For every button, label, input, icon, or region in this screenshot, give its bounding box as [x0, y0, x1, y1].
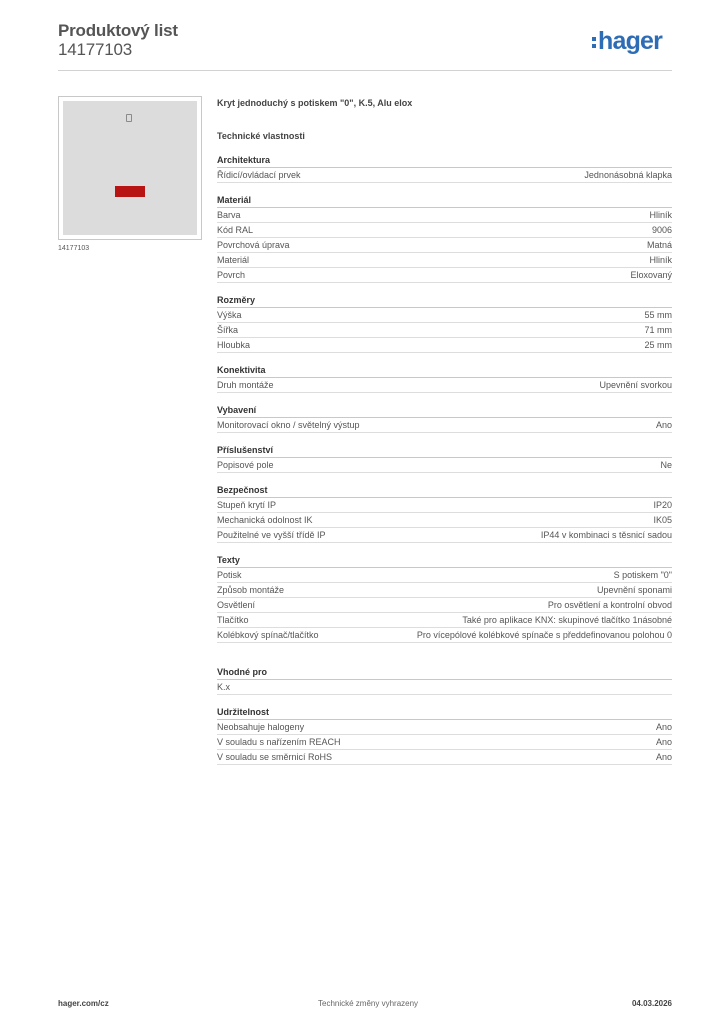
- product-code: 14177103: [58, 40, 133, 59]
- spec-key: Hloubka: [217, 340, 251, 350]
- spec-row: [217, 223, 672, 238]
- spec-value: 9006: [651, 225, 672, 235]
- indicator-window: [115, 186, 145, 197]
- spec-row: [217, 680, 672, 695]
- spec-value: IP20: [653, 500, 672, 510]
- spec-section: [217, 554, 672, 643]
- section-heading: Příslušenství: [217, 444, 672, 458]
- spec-row: [217, 750, 672, 765]
- section-heading: Rozměry: [217, 294, 672, 308]
- spec-row: [217, 208, 672, 223]
- spec-value: Hliník: [649, 255, 672, 265]
- spec-row: [217, 513, 672, 528]
- spec-key: Mechanická odolnost IK: [217, 515, 313, 525]
- section-heading: Vhodné pro: [217, 666, 672, 680]
- spec-key: K.x: [217, 682, 231, 692]
- product-name: Kryt jednoduchý s potiskem "0", K.5, Alu elox: [217, 98, 413, 108]
- spec-key: Kód RAL: [217, 225, 254, 235]
- spec-key: V souladu s nařízením REACH: [217, 737, 341, 747]
- footer-date: 04.03.2026: [631, 999, 672, 1008]
- spec-row: [217, 308, 672, 323]
- spec-row: [217, 498, 672, 513]
- spec-row: [217, 253, 672, 268]
- spec-section: [217, 404, 672, 433]
- spec-value: Upevnění sponami: [596, 585, 672, 595]
- technical-properties-title: Technické vlastnosti: [217, 131, 305, 141]
- spec-key: Povrchová úprava: [217, 240, 290, 250]
- product-image: [58, 96, 202, 240]
- spec-row: [217, 583, 672, 598]
- section-heading: Bezpečnost: [217, 484, 672, 498]
- section-heading: Architektura: [217, 154, 672, 168]
- spec-key: Způsob montáže: [217, 585, 285, 595]
- spec-row: [217, 613, 672, 628]
- spec-key: Šířka: [217, 325, 239, 335]
- spec-value: Jednonásobná klapka: [584, 170, 672, 180]
- page-title: Produktový list: [58, 21, 178, 40]
- spec-value: 25 mm: [644, 340, 672, 350]
- spec-value: IP44 v kombinaci s těsnicí sadou: [540, 530, 672, 540]
- spec-row: [217, 338, 672, 353]
- spec-row: [217, 735, 672, 750]
- hager-logo[interactable]: [592, 28, 662, 54]
- cover-plate: [63, 101, 197, 235]
- spec-row: [217, 598, 672, 613]
- spec-section: [217, 666, 672, 695]
- spec-key: Materiál: [217, 255, 250, 265]
- spec-value: Matná: [646, 240, 672, 250]
- section-heading: Texty: [217, 554, 672, 568]
- logo-text: hager: [598, 27, 663, 55]
- spec-key: Osvětlení: [217, 600, 256, 610]
- spec-content: [217, 96, 672, 765]
- header-divider: [58, 70, 672, 71]
- spec-value: Upevnění svorkou: [599, 380, 672, 390]
- spec-row: [217, 268, 672, 283]
- spec-value: S potiskem "0": [613, 570, 672, 580]
- spec-value: 55 mm: [644, 310, 672, 320]
- spec-key: Povrch: [217, 270, 246, 280]
- spec-key: Stupeň krytí IP: [217, 500, 277, 510]
- spec-row: [217, 458, 672, 473]
- spec-section: [217, 294, 672, 353]
- spec-key: Tlačítko: [217, 615, 249, 625]
- spec-key: Neobsahuje halogeny: [217, 722, 305, 732]
- spec-value: Eloxovaný: [630, 270, 672, 280]
- spec-key: Popisové pole: [217, 460, 274, 470]
- spec-value: IK05: [653, 515, 672, 525]
- spec-value: Pro osvětlení a kontrolní obvod: [547, 600, 672, 610]
- footer-note: Technické změny vyhrazeny: [318, 999, 419, 1008]
- spec-section: [217, 444, 672, 473]
- spec-key: Kolébkový spínač/tlačítko: [217, 630, 319, 640]
- spec-key: Barva: [217, 210, 241, 220]
- spec-value: Hliník: [649, 210, 672, 220]
- spec-row: [217, 238, 672, 253]
- spec-value: Ano: [655, 752, 672, 762]
- section-heading: Materiál: [217, 194, 672, 208]
- spec-key: Monitorovací okno / světelný výstup: [217, 420, 360, 430]
- spec-key: Výška: [217, 310, 242, 320]
- spec-key: Řídicí/ovládací prvek: [217, 170, 301, 180]
- spec-value: Ano: [655, 420, 672, 430]
- spec-value: 71 mm: [644, 325, 672, 335]
- section-heading: Udržitelnost: [217, 706, 672, 720]
- logo-dots-icon: [592, 37, 596, 48]
- section-heading: Konektivita: [217, 364, 672, 378]
- spec-row: [217, 720, 672, 735]
- section-heading: Vybavení: [217, 404, 672, 418]
- zero-symbol-icon: [126, 114, 132, 122]
- spec-section: [217, 154, 672, 183]
- spec-row: [217, 418, 672, 433]
- spec-value: Také pro aplikace KNX: skupinové tlačítko 1násobné: [462, 615, 672, 625]
- spec-row: [217, 168, 672, 183]
- spec-value: Ne: [660, 460, 672, 470]
- product-image-caption: 14177103: [58, 245, 90, 252]
- spec-row: [217, 323, 672, 338]
- spec-row: [217, 528, 672, 543]
- spec-sections: [217, 154, 672, 765]
- spec-section: [217, 194, 672, 283]
- spec-section: [217, 484, 672, 543]
- spec-row: [217, 628, 672, 643]
- footer-url[interactable]: hager.com/cz: [58, 999, 109, 1008]
- spec-row: [217, 378, 672, 393]
- spec-key: Potisk: [217, 570, 242, 580]
- spec-value: Ano: [655, 737, 672, 747]
- spec-value: Pro vícepólové kolébkové spínače s předdefinovanou polohou 0: [416, 630, 672, 640]
- spec-section: [217, 706, 672, 765]
- spec-row: [217, 568, 672, 583]
- spec-section: [217, 364, 672, 393]
- spec-key: Druh montáže: [217, 380, 274, 390]
- spec-key: Použitelné ve vyšší třídě IP: [217, 530, 326, 540]
- spec-value: Ano: [655, 722, 672, 732]
- spec-key: V souladu se směrnicí RoHS: [217, 752, 333, 762]
